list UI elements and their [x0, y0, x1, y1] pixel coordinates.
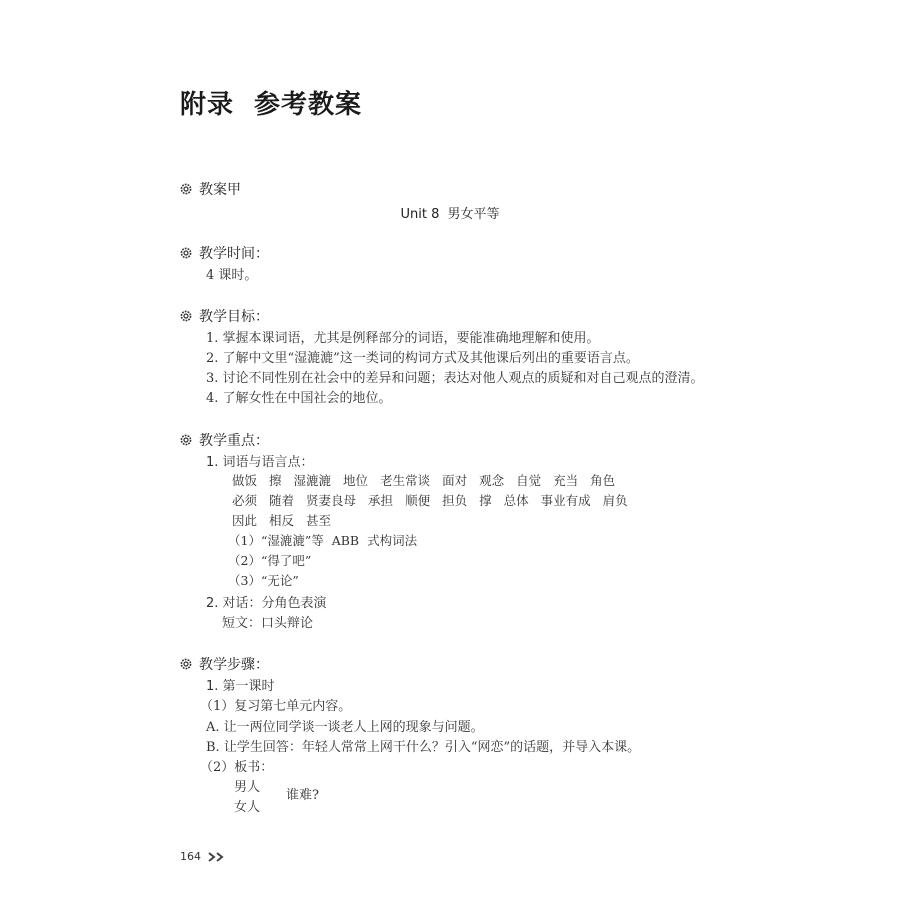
vocab-word: 担负	[442, 493, 468, 508]
board-women: 女人	[234, 800, 261, 815]
vocab-word: 撑	[479, 493, 492, 508]
step-line: （1）复习第七单元内容。	[200, 699, 352, 714]
vocab-word: 角色	[590, 473, 616, 488]
plan-a-heading: 教案甲	[199, 182, 241, 198]
vocab-word: 顺便	[405, 493, 431, 508]
steps-heading: 教学步骤：	[199, 657, 269, 673]
vocab-word: 面对	[442, 473, 468, 488]
key-points-heading: 教学重点：	[199, 433, 269, 449]
vocab-word: 充当	[553, 473, 579, 488]
time-value: 4 课时。	[206, 268, 258, 283]
goal-item: 1. 掌握本课词语，尤其是例释部分的词语，要能准确地理解和使用。	[206, 331, 600, 346]
vocab-word: 肩负	[602, 493, 628, 508]
board-men: 男人	[234, 780, 261, 795]
essay-label: 短文：	[222, 616, 262, 631]
vocab-word: 自觉	[516, 473, 542, 488]
double-chevron-right-icon	[207, 852, 227, 862]
unit-title	[0, 203, 900, 222]
vocab-word: 事业有成	[540, 493, 591, 508]
board-question: 谁难?	[286, 788, 319, 803]
title-part2: 参考教案	[254, 90, 363, 120]
gear-bullet-icon	[180, 247, 192, 259]
gear-bullet-icon	[180, 434, 192, 446]
vocab-word: 因此	[232, 513, 258, 528]
step-line: B. 让学生回答：年轻人常常上网干什么？引入“网恋”的话题，并导入本课。	[206, 740, 641, 755]
vocab-word: 甚至	[306, 513, 332, 528]
dialogue-line	[206, 592, 327, 611]
grammar-item: （2）“得了吧”	[228, 553, 312, 568]
goal-item: 3. 讨论不同性别在社会中的差异和问题；表达对他人观点的质疑和对自己观点的澄清。	[206, 371, 704, 386]
grammar-item: （1）“湿漉漉”等 ABB 式构词法	[228, 533, 418, 548]
step-line: A. 让一两位同学谈一谈老人上网的现象与问题。	[206, 720, 484, 735]
goal-item: 4. 了解女性在中国社会的地位。	[206, 391, 392, 406]
vocab-word: 随着	[269, 493, 295, 508]
vocab-word: 承担	[368, 493, 394, 508]
vocab-word: 湿漉漉	[293, 473, 332, 488]
step-line: （2）板书：	[200, 760, 274, 775]
vocab-word: 必须	[232, 493, 258, 508]
time-heading: 教学时间：	[199, 246, 269, 262]
page-title	[180, 84, 362, 121]
gear-bullet-icon	[180, 658, 192, 670]
vocab-row-3	[232, 511, 343, 529]
dialogue-label: 2. 对话：	[206, 596, 262, 611]
section-key-points	[180, 430, 269, 450]
gear-bullet-icon	[180, 183, 192, 195]
grammar-item: （3）“无论”	[228, 573, 299, 588]
essay-value: 口头辩论	[261, 616, 314, 631]
essay-line	[222, 612, 313, 631]
title-part1: 附录	[180, 90, 235, 120]
key-points-sub1: 1. 词语与语言点：	[206, 455, 314, 470]
vocab-word: 观念	[479, 473, 505, 488]
section-steps	[180, 654, 269, 674]
vocab-word: 做饭	[232, 473, 258, 488]
section-goals	[180, 306, 269, 326]
page-footer	[180, 850, 227, 863]
vocab-word: 老生常谈	[380, 473, 431, 488]
unit-name: 男女平等	[447, 207, 500, 222]
unit-label: Unit 8	[400, 207, 440, 222]
vocab-row-1	[232, 471, 627, 489]
goals-heading: 教学目标：	[199, 309, 269, 325]
vocab-word: 地位	[343, 473, 369, 488]
vocab-word: 贤妻良母	[306, 493, 357, 508]
lesson-1-title: 1. 第一课时	[206, 679, 275, 694]
page-number: 164	[180, 850, 201, 863]
goal-item: 2. 了解中文里“湿漉漉”这一类词的构词方式及其他课后列出的重要语言点。	[206, 351, 639, 366]
vocab-word: 总体	[503, 493, 529, 508]
vocab-word: 相反	[269, 513, 295, 528]
section-plan-a	[180, 179, 241, 199]
vocab-word: 擦	[269, 473, 282, 488]
section-time	[180, 243, 269, 263]
gear-bullet-icon	[180, 310, 192, 322]
vocab-row-2	[232, 491, 640, 509]
dialogue-value: 分角色表演	[261, 596, 327, 611]
